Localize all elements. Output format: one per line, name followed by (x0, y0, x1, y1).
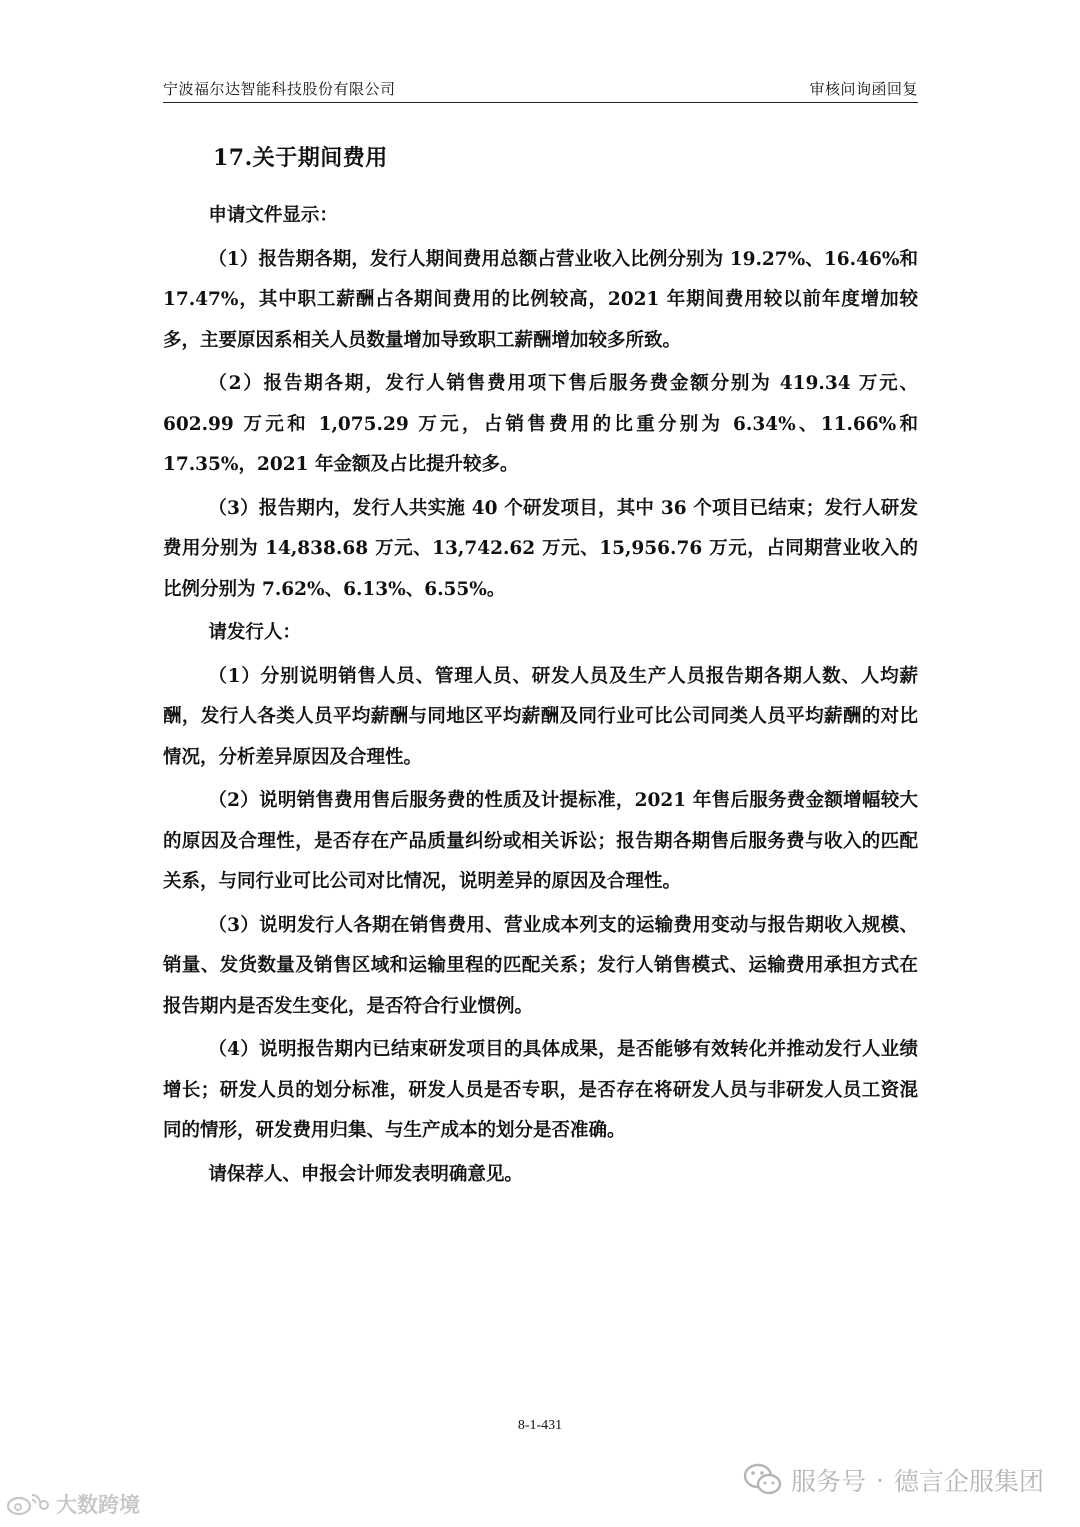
body-content (163, 196, 918, 1198)
paragraph-request-4: （4）说明报告期内已结束研发项目的具体成果，是否能够有效转化并推动发行人业绩增长；研发人员的划分标准，研发人员是否专职，是否存在将研发人员与非研发人员工资混同的情形，研发费用归集、与生产成本的划分是否准确。 (163, 1039, 918, 1141)
paragraph-rd-projects: （3）报告期内，发行人共实施 40 个研发项目，其中 36 个项目已结束；发行人研发费用分别为 14,838.68 万元、13,742.62 万元、15,956.76 万元，占同期营业收入的比例分别为 7.62%、6.13%、6.55%。 (163, 497, 918, 600)
service-account-watermark (743, 1458, 1044, 1502)
wechat-icon (743, 1462, 783, 1498)
paragraph-request-2: （2）说明销售费用售后服务费的性质及计提标准，2021 年售后服务费金额增幅较大的原因及合理性，是否存在产品质量纠纷或相关诉讼；报告期各期售后服务费与收入的匹配关系，与同行业可比公司对比情况，说明差异的原因及合理性。 (163, 790, 918, 892)
header-document-type: 审核问询函回复 (809, 80, 918, 98)
section-title: 17.关于期间费用 (213, 145, 388, 171)
paragraph-request-3: （3）说明发行人各期在销售费用、营业成本列支的运输费用变动与报告期收入规模、销量、发货数量及销售区域和运输里程的匹配关系；发行人销售模式、运输费用承担方式在报告期内是否发生变化，是否符合行业惯例。 (163, 914, 918, 1017)
paragraph-after-sales-fee: （2）报告期各期，发行人销售费用项下售后服务费金额分别为 419.34 万元、602.99 万元和 1,075.29 万元，占销售费用的比重分别为 6.34%、11.66%和17.35%，2021 年金额及占比提升较多。 (163, 373, 918, 475)
page-header (163, 76, 918, 103)
header-company-name: 宁波福尔达智能科技股份有限公司 (163, 80, 396, 98)
paragraph-request-1: （1）分别说明销售人员、管理人员、研发人员及生产人员报告期各期人数、人均薪酬，发行人各类人员平均薪酬与同地区平均薪酬及同行业可比公司同类人员平均薪酬的对比情况，分析差异原因及合理性。 (163, 665, 918, 768)
page-number: 8-1-431 (517, 1418, 563, 1433)
paragraph-expense-ratio: （1）报告期各期，发行人期间费用总额占营业收入比例分别为 19.27%、16.46%和 17.47%，其中职工薪酬占各期间费用的比例较高，2021 年期间费用较以前年度增加较多，主要原因系相关人员数量增加导致职工薪酬增加较多所致。 (163, 248, 918, 351)
watermark-service-name: 德言企服集团 (893, 1467, 1044, 1496)
weibo-logo-icon (6, 1491, 52, 1517)
watermark-corner-text: 大数跨境 (56, 1493, 140, 1517)
paragraph-closing: 请保荐人、申报会计师发表明确意见。 (208, 1163, 523, 1185)
corner-watermark (6, 1488, 140, 1520)
watermark-separator: · (876, 1465, 884, 1495)
paragraph-application-intro: 申请文件显示： (208, 205, 338, 226)
paragraph-request-intro: 请发行人： (208, 622, 301, 643)
watermark-service-prefix: 服务号 (791, 1467, 867, 1496)
